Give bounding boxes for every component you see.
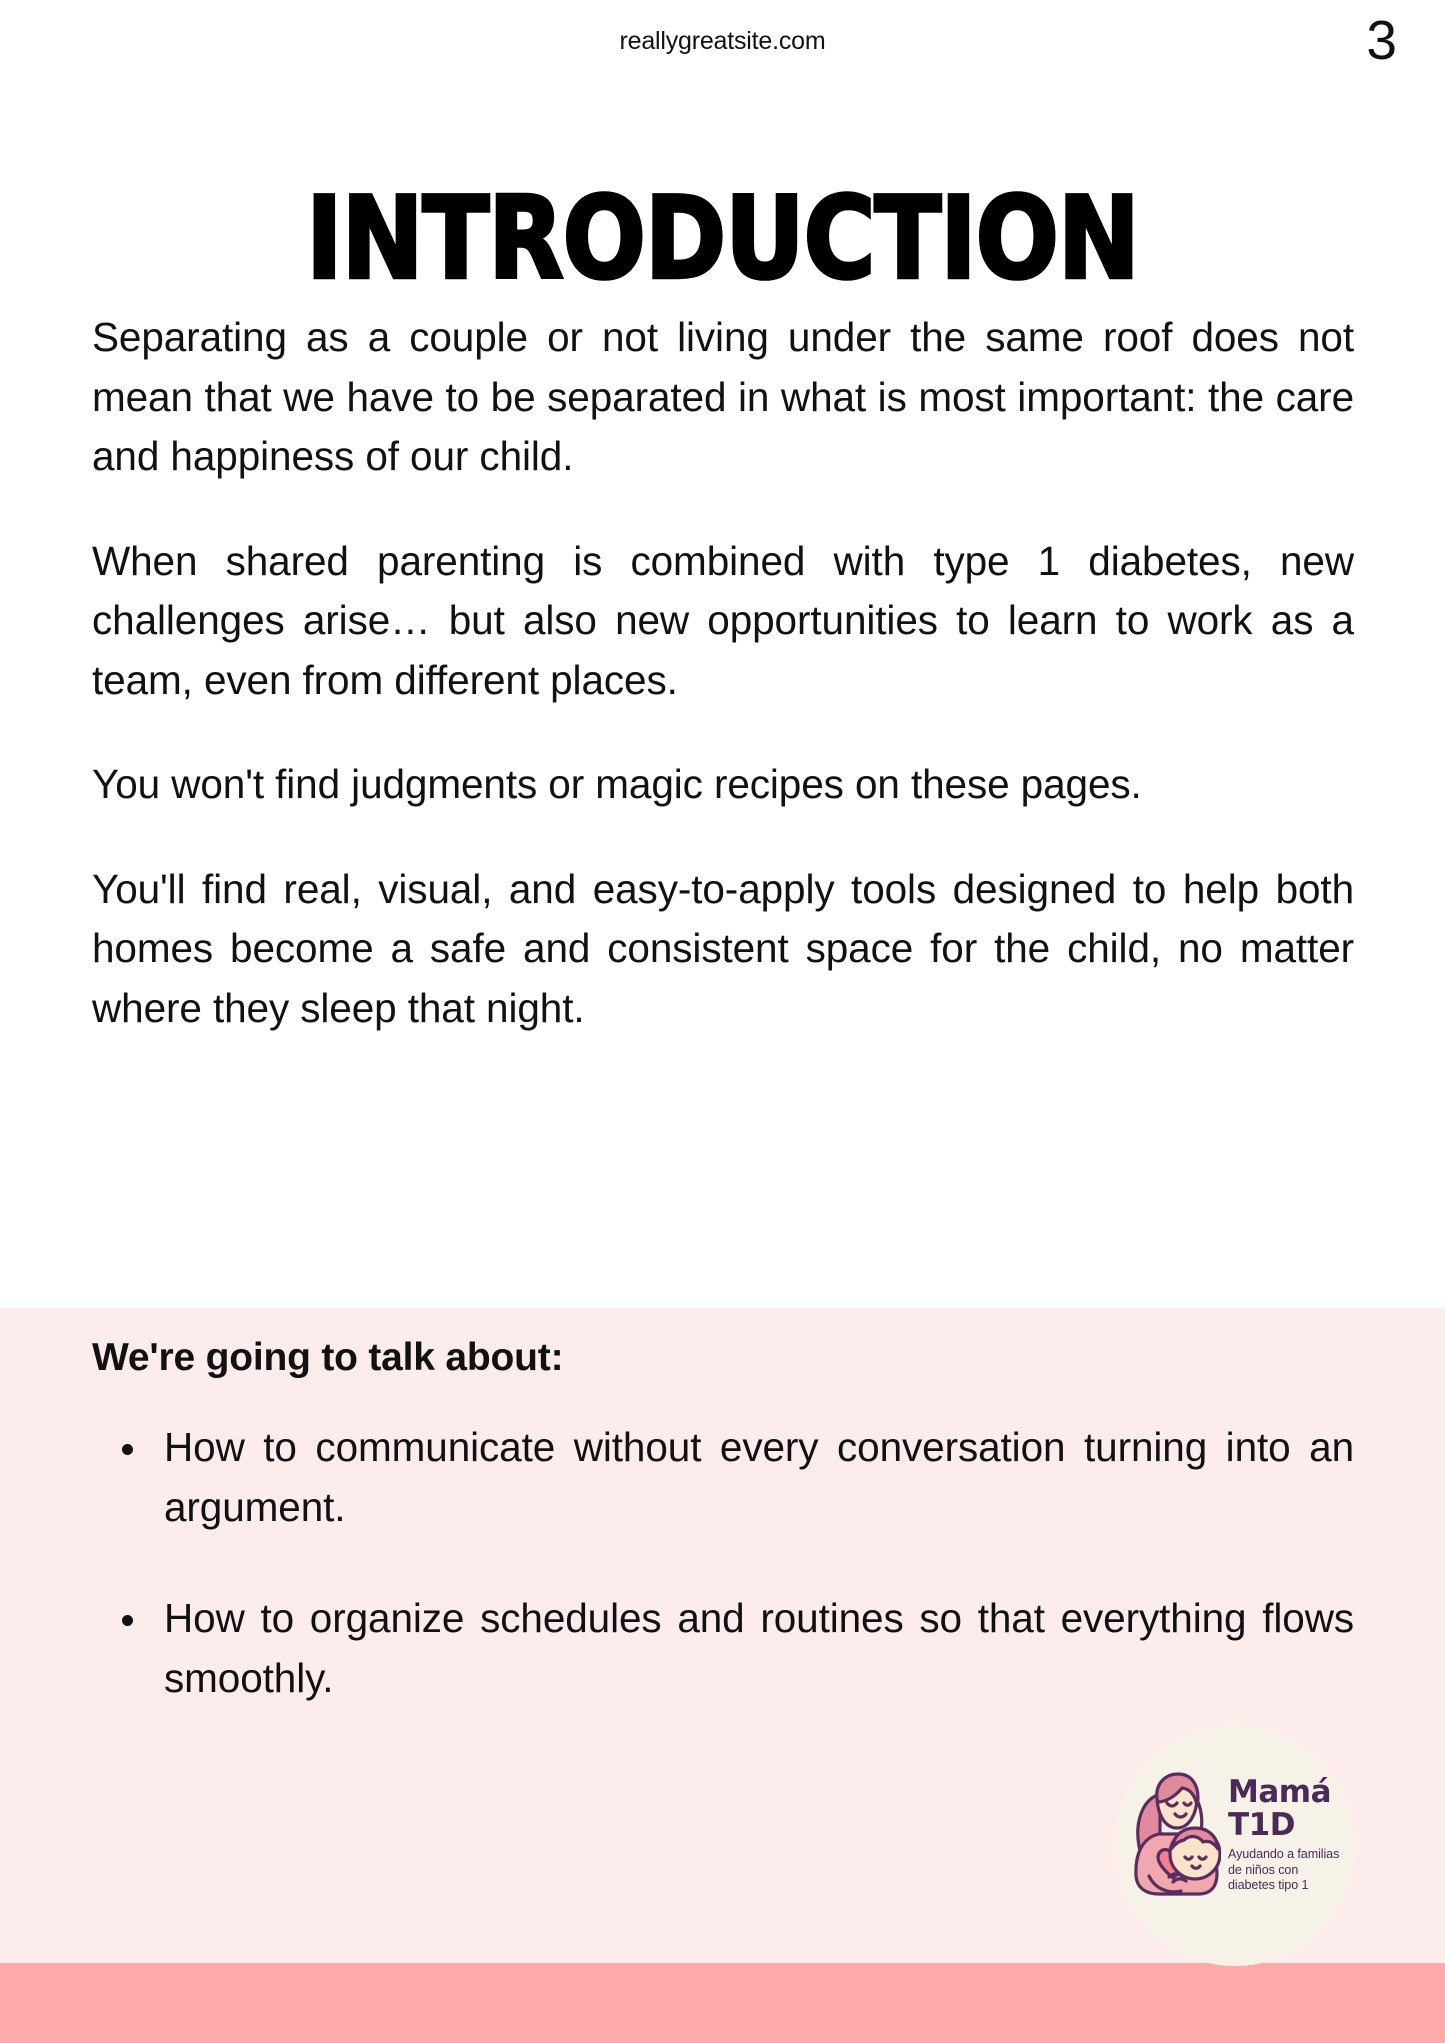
brand-logo <box>1115 1726 1355 1966</box>
logo-name-line-1: Mamá <box>1228 1774 1331 1810</box>
logo-tagline-line-3: diabetes tipo 1 <box>1228 1878 1309 1892</box>
topic-list <box>92 1418 1354 1760</box>
paragraph-2: When shared parenting is combined with type 1 diabetes, new challenges arise… but also new opportunities to learn to work as a team, even from different places. <box>92 537 1354 703</box>
list-item: How to organize schedules and routines so that everything flows smoothly. <box>92 1589 1354 1708</box>
footer-bar <box>0 1963 1445 2043</box>
body-content <box>92 308 1354 1038</box>
mother-and-child-icon <box>1129 1772 1221 1902</box>
logo-tagline-line-2: de niños con <box>1228 1862 1299 1877</box>
logo-text-block <box>1228 1772 1339 1894</box>
paragraph-1: Separating as a couple or not living under the same roof does not mean that we have to be separated in what is most important: the care and happiness of our child. <box>92 314 1354 479</box>
page-title: INTRODUCTION <box>306 172 1139 306</box>
logo-name-line-2: T1D <box>1228 1807 1295 1843</box>
list-item: How to communicate without every conversation turning into an argument. <box>92 1418 1354 1537</box>
panel-heading: We're going to talk about: <box>92 1336 564 1379</box>
page-number: 3 <box>1366 9 1397 71</box>
logo-content <box>1129 1772 1344 1902</box>
paragraph-3: You won't find judgments or magic recipes on these pages. <box>92 761 1142 807</box>
footer-website: reallygreatsite.com <box>619 27 826 55</box>
paragraph-4: You'll find real, visual, and easy-to-apply tools designed to help both homes become a safe and consistent space for the child, no matter where they sleep that night. <box>92 865 1354 1031</box>
logo-tagline-line-1: Ayudando a familias <box>1228 1847 1340 1861</box>
